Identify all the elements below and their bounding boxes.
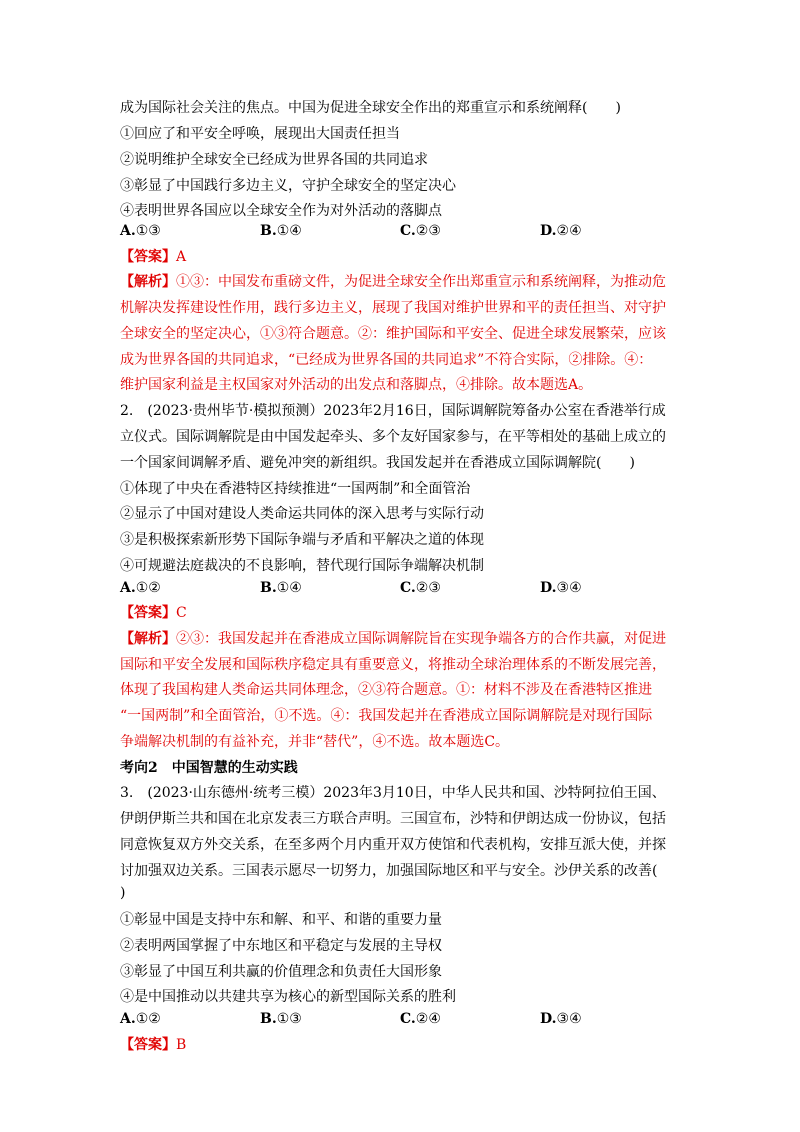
option-letter: C.: [400, 223, 416, 239]
q1-analysis-line-5: 维护国家利益是主权国家对外活动的出发点和落脚点，④排除。故本题选A。: [120, 377, 593, 393]
option-letter: D.: [540, 1011, 557, 1027]
q3-answer: [120, 1036, 186, 1054]
option-text: ②③: [415, 223, 441, 239]
analysis-text: ②③：我国发起并在香港成立国际调解院旨在实现争端各方的合作共赢，对促进: [176, 631, 666, 647]
q3-stem-line-1: 3. (2023·山东德州·统考三模）2023年3月10日，中华人民共和国、沙特阿拉伯王国、: [120, 785, 666, 801]
q2-stem-line-1: 2. (2023·贵州毕节·模拟预测）2023年2月16日，国际调解院筹备办公室在香港举行成: [120, 403, 666, 419]
q3-stem-line-4: 讨加强双边关系。三国表示愿尽一切努力，加强国际地区和平与安全。沙伊关系的改善(: [120, 863, 658, 879]
q2-option-b: [260, 579, 302, 597]
q1-item-4: ④表明世界各国应以全球安全作为对外活动的落脚点: [120, 203, 442, 219]
q3-option-b: [260, 1010, 302, 1028]
q1-option-c: [400, 222, 441, 240]
q2-stem-line-3: 一个国家间调解矛盾、避免冲突的新组织。我国发起并在香港成立国际调解院( ): [120, 455, 635, 471]
q2-option-d: [540, 579, 582, 597]
q1-analysis-line-1: [120, 273, 666, 291]
answer-tag: 【答案】: [120, 1037, 176, 1053]
analysis-tag: 【解析】: [120, 274, 176, 290]
option-letter: C.: [400, 1011, 416, 1027]
q1-option-d: [540, 222, 582, 240]
q2-stem-line-2: 立仪式。国际调解院是由中国发起牵头、多个友好国家参与，在平等相处的基础上成立的: [120, 429, 666, 445]
answer-value: C: [176, 605, 187, 621]
option-text: ③④: [556, 1011, 582, 1027]
q1-stem-tail: 成为国际社会关注的焦点。中国为促进全球安全作出的郑重宣示和系统阐释( ): [120, 100, 621, 116]
option-letter: C.: [400, 580, 416, 596]
analysis-tag: 【解析】: [120, 631, 176, 647]
q1-option-b: [260, 222, 302, 240]
q3-item-1: ①彰显中国是支持中东和解、和平、和谐的重要力量: [120, 912, 442, 928]
answer-value: B: [176, 1037, 187, 1053]
q1-answer: [120, 248, 186, 266]
q3-option-c: [400, 1010, 441, 1028]
q1-analysis-line-3: 全球安全的坚定决心，①③符合题意。②：维护国际和平安全、促进全球发展繁荣，应该: [120, 326, 666, 342]
q2-item-2: ②显示了中国对建设人类命运共同体的深入思考与实际行动: [120, 506, 484, 522]
option-letter: A.: [120, 223, 136, 239]
q3-option-a: [120, 1010, 161, 1028]
option-text: ①③: [135, 223, 161, 239]
q2-option-a: [120, 579, 161, 597]
q1-option-a: [120, 222, 161, 240]
option-text: ①④: [276, 580, 302, 596]
answer-value: A: [176, 249, 187, 265]
option-letter: A.: [120, 1011, 136, 1027]
option-text: ①④: [276, 223, 302, 239]
option-text: ①②: [135, 580, 161, 596]
option-text: ②④: [415, 1011, 441, 1027]
q2-analysis-line-2: 国际和平安全发展和国际秩序稳定具有重要意义，将推动全球治理体系的不断发展完善，: [120, 657, 666, 673]
answer-tag: 【答案】: [120, 249, 176, 265]
q2-item-4: ④可规避法庭裁决的不良影响，替代现行国际争端解决机制: [120, 558, 484, 574]
q2-analysis-line-5: 争端解决机制的有益补充，并非“替代”，④不选。故本题选C。: [120, 734, 510, 750]
q2-analysis-line-1: [120, 630, 666, 648]
q1-analysis-line-4: 成为世界各国的共同追求，“已经成为世界各国的共同追求”不符合实际，②排除。④：: [120, 352, 653, 368]
option-letter: B.: [260, 580, 277, 596]
option-text: ③④: [556, 580, 582, 596]
option-letter: B.: [260, 1011, 277, 1027]
q2-analysis-line-3: 体现了我国构建人类命运共同体理念，②③符合题意。①：材料不涉及在香港特区推进: [120, 682, 652, 698]
option-text: ②③: [415, 580, 441, 596]
option-text: ①③: [276, 1011, 302, 1027]
q2-analysis-line-4: “一国两制”和全面管治，①不选。④：我国发起并在香港成立国际调解院是对现行国际: [120, 708, 653, 724]
q2-answer: [120, 604, 187, 622]
option-letter: D.: [540, 580, 557, 596]
q3-option-d: [540, 1010, 582, 1028]
q1-item-1: ①回应了和平安全呼唤，展现出大国责任担当: [120, 126, 400, 142]
option-text: ①②: [135, 1011, 161, 1027]
q2-item-3: ③是积极探索新形势下国际争端与矛盾和平解决之道的体现: [120, 532, 484, 548]
section-heading: 考向2 中国智慧的生动实践: [120, 760, 298, 776]
q3-item-4: ④是中国推动以共建共享为核心的新型国际关系的胜利: [120, 989, 456, 1005]
q3-stem-line-2: 伊朗伊斯兰共和国在北京发表三方联合声明。三国宣布，沙特和伊朗达成一份协议，包括: [120, 811, 666, 827]
option-letter: D.: [540, 223, 557, 239]
q1-item-2: ②说明维护全球安全已经成为世界各国的共同追求: [120, 152, 428, 168]
q3-stem-line-3: 同意恢复双方外交关系，在至多两个月内重开双方使馆和代表机构，安排互派大使，并探: [120, 837, 666, 853]
q3-item-3: ③彰显了中国互利共赢的价值理念和负责任大国形象: [120, 964, 442, 980]
option-text: ②④: [556, 223, 582, 239]
q3-stem-line-5: ): [120, 885, 126, 901]
option-letter: B.: [260, 223, 277, 239]
q1-analysis-line-2: 机解决发挥建设性作用，践行多边主义，展现了我国对维护世界和平的责任担当、对守护: [120, 300, 666, 316]
q3-item-2: ②表明两国掌握了中东地区和平稳定与发展的主导权: [120, 938, 442, 954]
answer-tag: 【答案】: [120, 605, 176, 621]
analysis-text: ①③：中国发布重磅文件，为促进全球安全作出郑重宣示和系统阐释，为推动危: [176, 274, 666, 290]
option-letter: A.: [120, 580, 136, 596]
q1-item-3: ③彰显了中国践行多边主义，守护全球安全的坚定决心: [120, 178, 456, 194]
q2-item-1: ①体现了中央在香港特区持续推进“一国两制”和全面管治: [120, 481, 471, 497]
q2-option-c: [400, 579, 441, 597]
